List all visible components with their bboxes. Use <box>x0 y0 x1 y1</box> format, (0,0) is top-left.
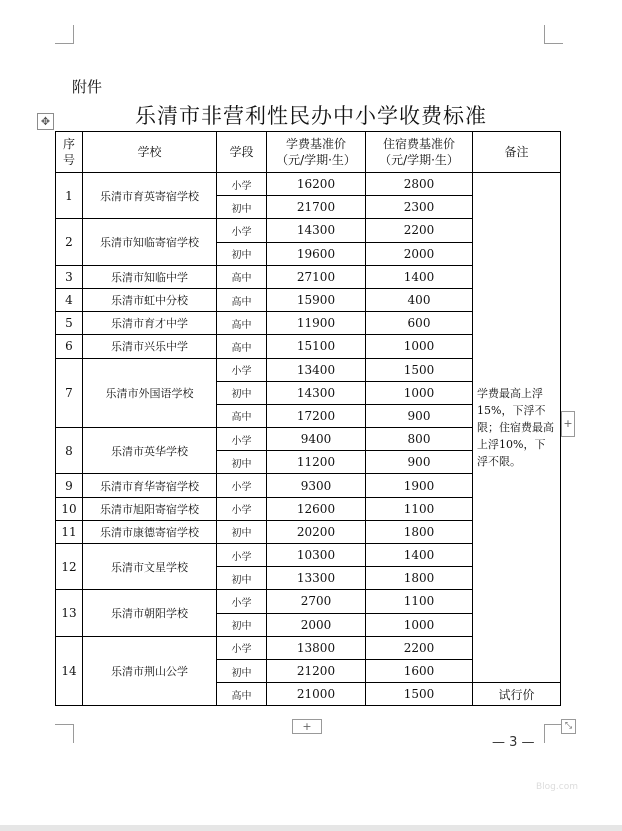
window-bottom-bar <box>0 825 622 831</box>
cell-tuition: 20200 <box>267 520 366 543</box>
cell-lodging: 1100 <box>366 590 473 613</box>
cell-lodging: 800 <box>366 428 473 451</box>
fee-standard-table <box>55 131 561 706</box>
cell-tuition: 2700 <box>267 590 366 613</box>
crop-mark-bottom-left <box>55 724 74 743</box>
cell-tuition: 21000 <box>267 683 366 706</box>
cell-lodging: 1400 <box>366 544 473 567</box>
cell-lodging: 2200 <box>366 636 473 659</box>
cell-seq: 5 <box>56 312 83 335</box>
resize-diagonal-icon[interactable]: ⤡ <box>561 719 576 734</box>
cell-school: 乐清市旭阳寄宿学校 <box>83 497 217 520</box>
header-lodging-line1: 住宿费基准价 <box>382 137 455 151</box>
header-seq-line2: 号 <box>62 153 75 167</box>
cell-seq: 13 <box>56 590 83 636</box>
cell-tuition: 27100 <box>267 265 366 288</box>
cell-seq: 2 <box>56 219 83 265</box>
cell-stage: 小学 <box>217 636 267 659</box>
cell-seq: 14 <box>56 636 83 706</box>
cell-lodging: 2300 <box>366 196 473 219</box>
cell-stage: 初中 <box>217 381 267 404</box>
cell-stage: 高中 <box>217 404 267 427</box>
cell-stage: 高中 <box>217 683 267 706</box>
cell-stage: 初中 <box>217 659 267 682</box>
header-stage: 学段 <box>217 132 267 173</box>
header-school: 学校 <box>83 132 217 173</box>
header-remark: 备注 <box>473 132 561 173</box>
cell-tuition: 13800 <box>267 636 366 659</box>
cell-school: 乐清市外国语学校 <box>83 358 217 428</box>
cell-lodging: 1800 <box>366 520 473 543</box>
cell-lodging: 900 <box>366 451 473 474</box>
cell-tuition: 15900 <box>267 288 366 311</box>
cell-tuition: 21200 <box>267 659 366 682</box>
cell-school: 乐清市育英寄宿学校 <box>83 173 217 219</box>
cell-stage: 高中 <box>217 335 267 358</box>
cell-seq: 1 <box>56 173 83 219</box>
cell-school: 乐清市荆山公学 <box>83 636 217 706</box>
cell-tuition: 9400 <box>267 428 366 451</box>
page-number: — 3 — <box>492 735 535 750</box>
header-tuition-line2: （元/学期·生） <box>276 153 356 167</box>
cell-school: 乐清市朝阳学校 <box>83 590 217 636</box>
cell-tuition: 11200 <box>267 451 366 474</box>
cell-seq: 7 <box>56 358 83 428</box>
cell-tuition: 14300 <box>267 219 366 242</box>
cell-lodging: 2200 <box>366 219 473 242</box>
cell-lodging: 1500 <box>366 683 473 706</box>
cell-lodging: 1500 <box>366 358 473 381</box>
cell-school: 乐清市知临寄宿学校 <box>83 219 217 265</box>
table-header-row <box>56 132 561 173</box>
cell-lodging: 1600 <box>366 659 473 682</box>
crop-mark-top-left <box>55 25 74 44</box>
attachment-label: 附件 <box>72 78 103 96</box>
cell-tuition: 13300 <box>267 567 366 590</box>
header-seq-line1: 序 <box>62 137 75 151</box>
cell-stage: 小学 <box>217 497 267 520</box>
cell-stage: 小学 <box>217 544 267 567</box>
cell-lodging: 1400 <box>366 265 473 288</box>
header-tuition <box>267 132 366 173</box>
cell-stage: 初中 <box>217 242 267 265</box>
cell-tuition: 13400 <box>267 358 366 381</box>
cell-remark-trial: 试行价 <box>473 683 561 706</box>
cell-stage: 初中 <box>217 567 267 590</box>
cell-tuition: 2000 <box>267 613 366 636</box>
cell-lodging: 400 <box>366 288 473 311</box>
table-row <box>56 173 561 196</box>
cell-seq: 11 <box>56 520 83 543</box>
cell-tuition: 12600 <box>267 497 366 520</box>
cell-tuition: 10300 <box>267 544 366 567</box>
cell-stage: 小学 <box>217 428 267 451</box>
cell-lodging: 900 <box>366 404 473 427</box>
cell-stage: 高中 <box>217 288 267 311</box>
cell-school: 乐清市英华学校 <box>83 428 217 474</box>
cell-lodging: 600 <box>366 312 473 335</box>
cell-school: 乐清市知临中学 <box>83 265 217 288</box>
watermark-text: Blog.com <box>536 782 578 792</box>
cell-stage: 初中 <box>217 613 267 636</box>
cell-lodging: 1000 <box>366 613 473 636</box>
cell-tuition: 15100 <box>267 335 366 358</box>
cell-lodging: 1100 <box>366 497 473 520</box>
cell-school: 乐清市兴乐中学 <box>83 335 217 358</box>
cell-tuition: 17200 <box>267 404 366 427</box>
cell-seq: 4 <box>56 288 83 311</box>
cell-school: 乐清市文星学校 <box>83 544 217 590</box>
cell-stage: 高中 <box>217 265 267 288</box>
cell-stage: 小学 <box>217 590 267 613</box>
cell-lodging: 1000 <box>366 381 473 404</box>
cell-tuition: 19600 <box>267 242 366 265</box>
cell-tuition: 9300 <box>267 474 366 497</box>
cell-tuition: 21700 <box>267 196 366 219</box>
cell-tuition: 14300 <box>267 381 366 404</box>
cell-seq: 8 <box>56 428 83 474</box>
header-seq <box>56 132 83 173</box>
cell-seq: 10 <box>56 497 83 520</box>
add-column-plus-icon[interactable]: + <box>561 411 575 437</box>
cell-seq: 3 <box>56 265 83 288</box>
cell-stage: 初中 <box>217 451 267 474</box>
cell-seq: 6 <box>56 335 83 358</box>
cell-lodging: 1000 <box>366 335 473 358</box>
cell-seq: 9 <box>56 474 83 497</box>
move-cross-icon[interactable]: ✥ <box>37 113 54 130</box>
add-row-plus-icon[interactable]: + <box>292 719 322 734</box>
cell-remark: 学费最高上浮15%，下浮不限；住宿费最高上浮10%，下浮不限。 <box>473 173 561 683</box>
header-tuition-line1: 学费基准价 <box>285 137 346 151</box>
crop-mark-top-right <box>544 25 563 44</box>
fee-table-body <box>56 173 561 706</box>
header-lodging-line2: （元/学期·生） <box>379 153 459 167</box>
cell-stage: 小学 <box>217 358 267 381</box>
page-title: 乐清市非营利性民办中小学收费标准 <box>135 104 487 128</box>
cell-lodging: 2000 <box>366 242 473 265</box>
cell-lodging: 2800 <box>366 173 473 196</box>
cell-lodging: 1800 <box>366 567 473 590</box>
cell-stage: 小学 <box>217 173 267 196</box>
cell-lodging: 1900 <box>366 474 473 497</box>
header-lodging <box>366 132 473 173</box>
cell-stage: 初中 <box>217 196 267 219</box>
cell-stage: 小学 <box>217 219 267 242</box>
cell-stage: 高中 <box>217 312 267 335</box>
cell-school: 乐清市育才中学 <box>83 312 217 335</box>
cell-stage: 小学 <box>217 474 267 497</box>
cell-school: 乐清市育华寄宿学校 <box>83 474 217 497</box>
cell-tuition: 11900 <box>267 312 366 335</box>
cell-tuition: 16200 <box>267 173 366 196</box>
cell-school: 乐清市康德寄宿学校 <box>83 520 217 543</box>
cell-school: 乐清市虹中分校 <box>83 288 217 311</box>
cell-seq: 12 <box>56 544 83 590</box>
cell-stage: 初中 <box>217 520 267 543</box>
